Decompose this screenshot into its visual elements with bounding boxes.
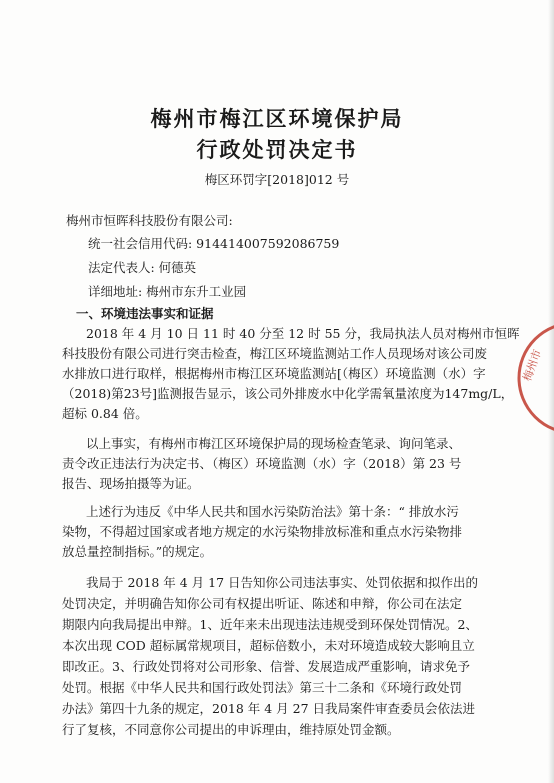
body-line: 科技股份有限公司进行突击检查，梅江区环境监测站工作人员现场对该公司废	[62, 346, 488, 361]
body-line: 放总量控制指标。”的规定。	[62, 544, 213, 559]
body-line: 以上事实，有梅州市梅江区环境保护局的现场检查笔录、询问笔录、	[86, 436, 462, 451]
body-line: 本次出现 COD 超标属常规项目，超标倍数小，未对环境造成较大影响且立	[62, 638, 475, 653]
body-line: 处罚。根据《中华人民共和国行政处罚法》第三十二条和《环境行政处罚	[62, 680, 463, 695]
body-line: 期限内向我局提出申辩。1、近年来未出现违法违规受到环保处罚情况。2、	[62, 617, 478, 632]
official-seal-stamp	[512, 318, 554, 438]
body-line: 染物，不得超过国家或者地方规定的水污染物排放标准和重点水污染物排	[62, 524, 463, 539]
body-line: 办法》第四十九条的规定，2018 年 4 月 27 日我局案件审查委员会依法进	[62, 701, 476, 716]
document-title-line1: 梅州市梅江区环境保护局	[150, 106, 404, 131]
body-line: 报告、现场拍摄等为证。	[62, 476, 200, 491]
document-title-line2: 行政处罚决定书	[196, 137, 358, 162]
section1-heading: 一、环境违法事实和证据	[76, 306, 214, 321]
body-line: （2018)第23号]监测报告显示，该公司外排废水中化学需氧量浓度为147mg/L，	[62, 386, 514, 401]
recipient-legal-rep: 法定代表人: 何德英	[88, 260, 197, 275]
recipient-company: 梅州市恒晖科技股份有限公司:	[66, 213, 233, 228]
body-line: 上述行为违反《中华人民共和国水污染防治法》第十条：“ 排放水污	[86, 504, 459, 519]
body-line: 2018 年 4 月 10 日 11 时 40 分至 12 时 55 分，我局执法人员对梅州市恒晖	[86, 326, 520, 341]
stamp-text: 梅州市	[520, 347, 545, 384]
body-line: 行了复核，不同意你公司提出的申诉理由，维持原处罚金额。	[62, 722, 400, 737]
body-line: 超标 0.84 倍。	[62, 406, 148, 421]
body-line: 即改正。3、行政处罚将对公司形象、信誉、发展造成严重影响，请求免予	[62, 659, 470, 674]
body-line: 责令改正违法行为决定书、（梅区）环境监测（水）字（2018）第 23 号	[62, 456, 462, 471]
body-line: 我局于 2018 年 4 月 17 日告知你公司违法事实、处罚依据和拟作出的	[86, 575, 479, 590]
recipient-address: 详细地址: 梅州市东升工业园	[88, 284, 247, 299]
body-line: 水排放口进行取样，根据梅州市梅江区环境监测站[（梅区）环境监测（水）字	[62, 366, 486, 381]
recipient-credit-code: 统一社会信用代码: 91441400759208675​9	[88, 236, 340, 251]
body-line: 处罚决定，并明确告知你公司有权提出听证、陈述和申辩，你公司在法定	[62, 596, 463, 611]
document-number: 梅区环罚字[2018]012 号	[204, 172, 350, 187]
